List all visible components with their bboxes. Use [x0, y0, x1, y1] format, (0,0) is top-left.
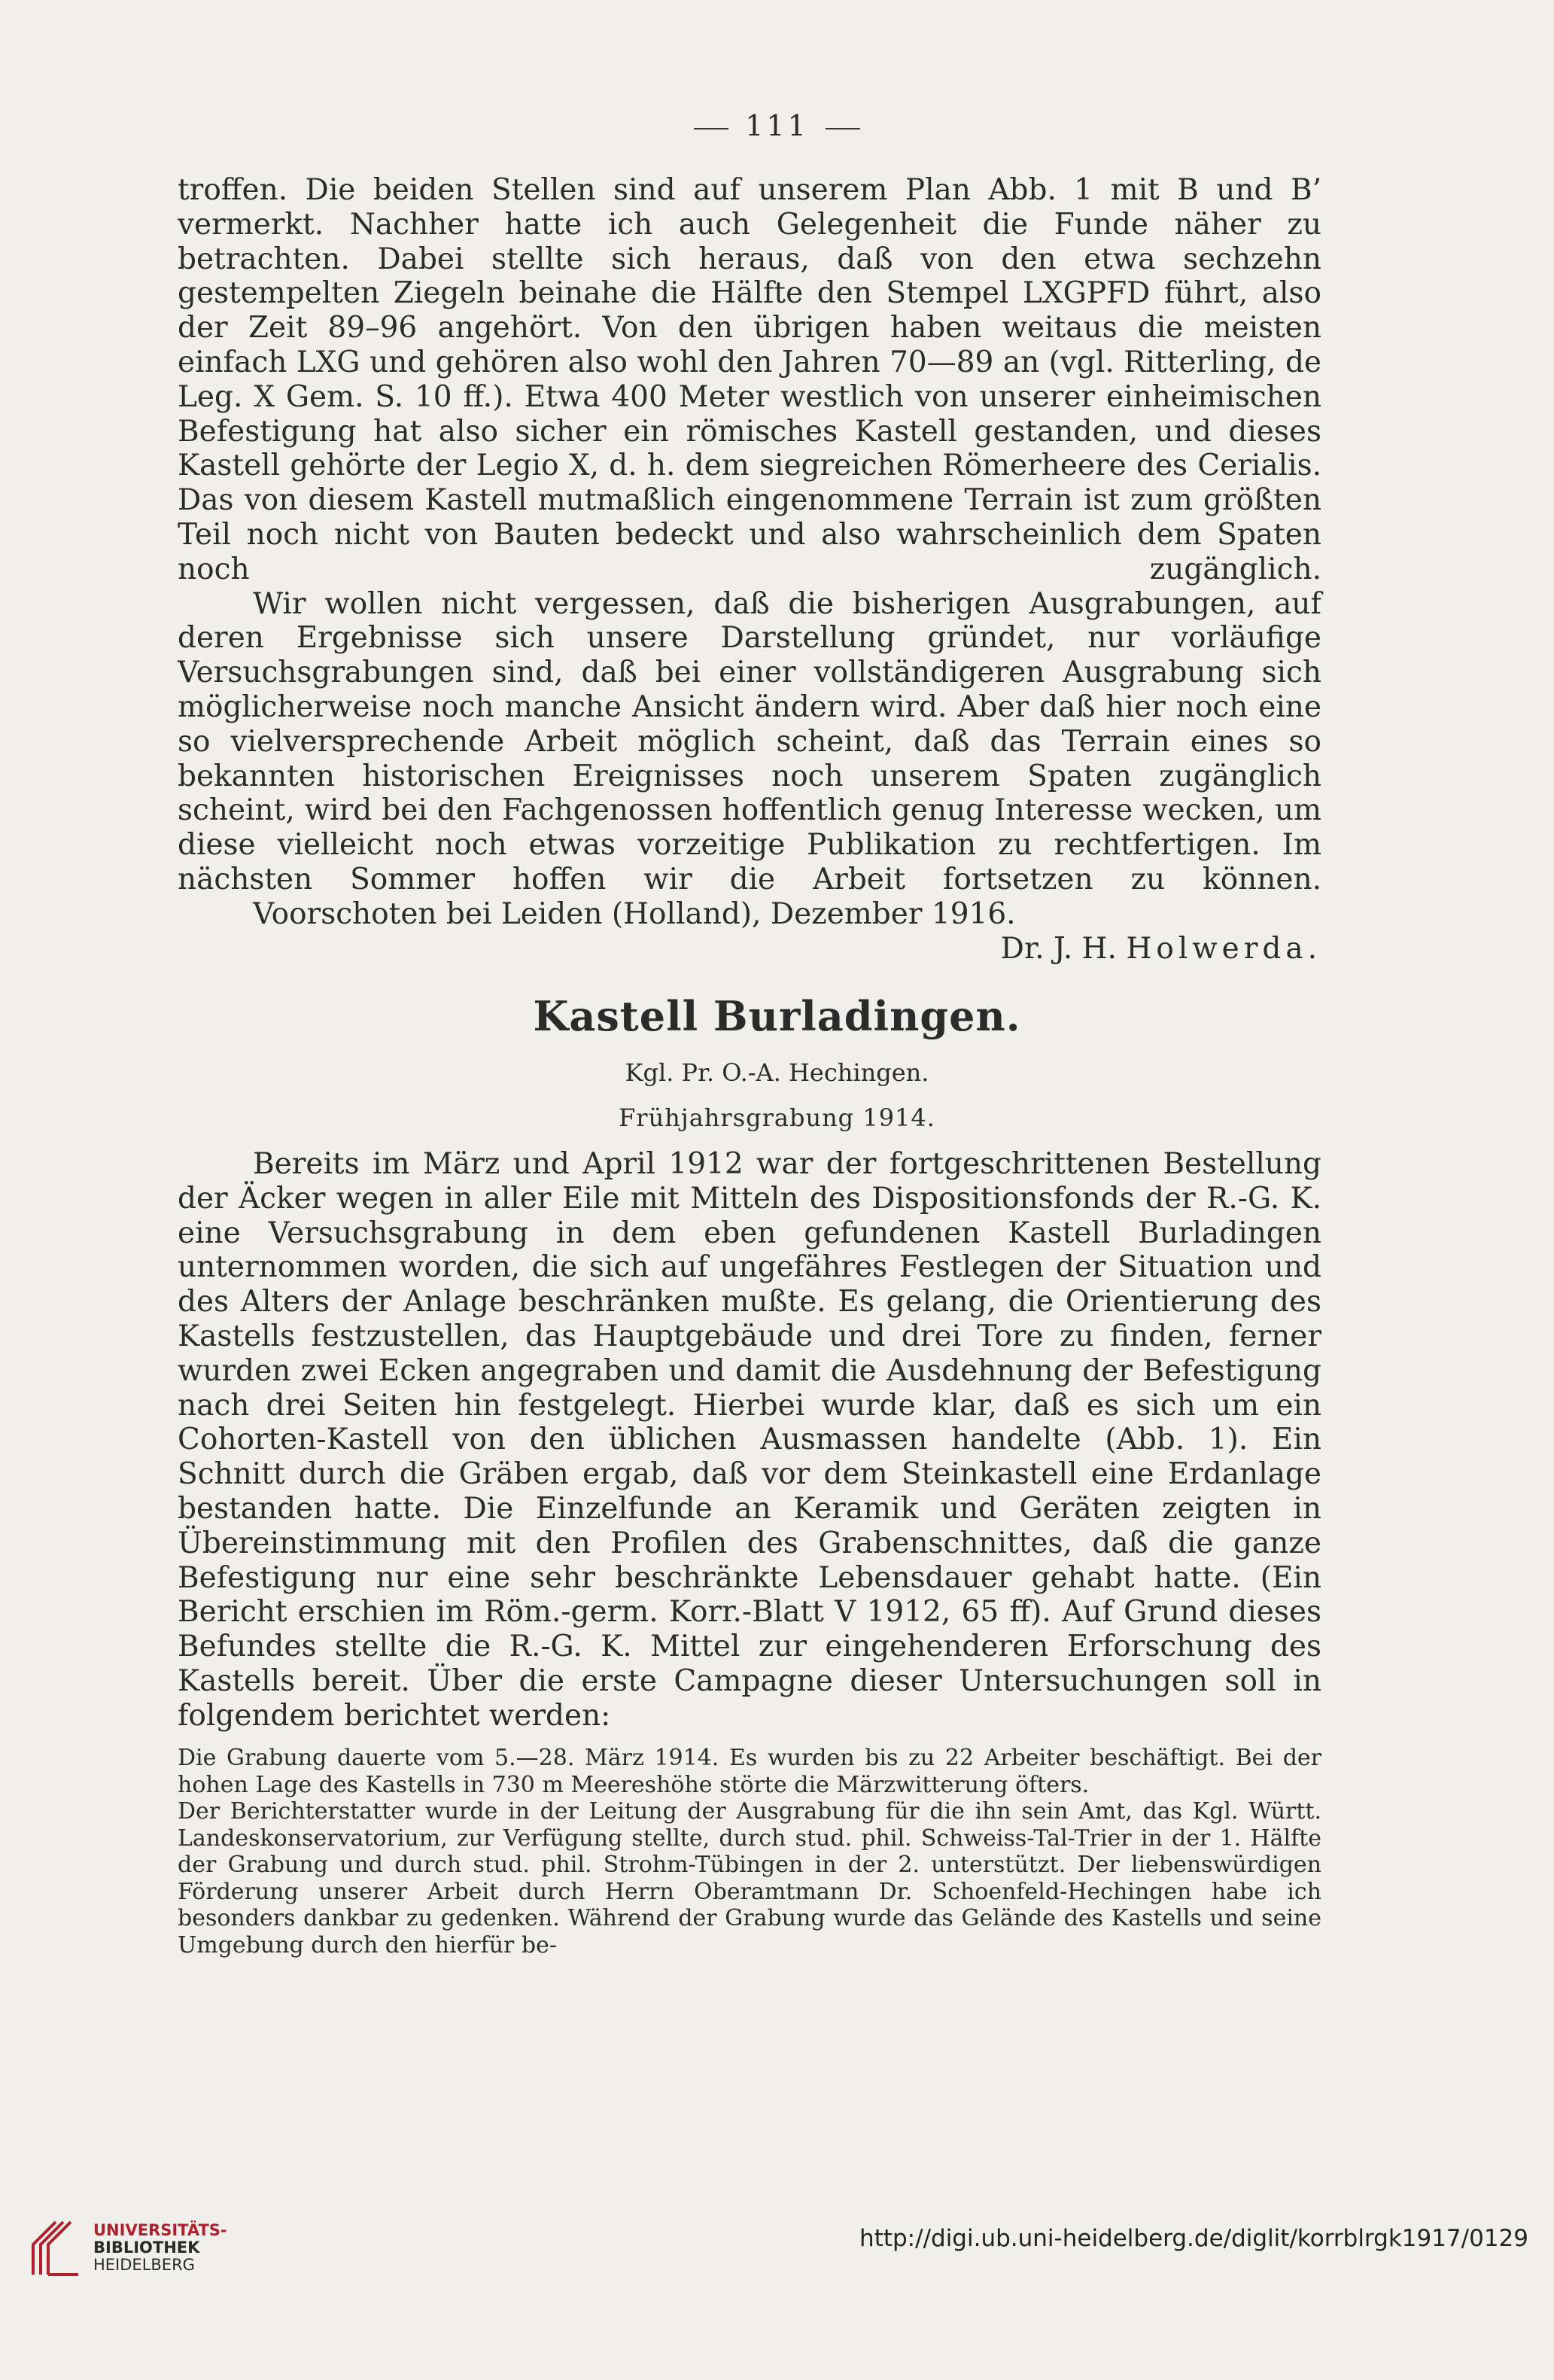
small-text-section — [178, 1745, 1321, 1958]
small-paragraph-1: Die Grabung dauerte vom 5.—28. März 1914. Es wurden bis zu 22 Arbeiter beschäftigt. Bei der hohen Lage des Kastells in 730 m Meereshöhe störte die Märzwitterung öfters. — [178, 1745, 1321, 1798]
signature-name: Holwerda. — [1126, 931, 1321, 966]
signature-prefix: Dr. J. H. — [1000, 931, 1117, 966]
article-title: Kastell Burladingen. — [533, 992, 1021, 1040]
paragraph-2: Wir wollen nicht vergessen, daß die bisherigen Ausgrabungen, auf deren Ergebnisse sich unsere Darstellung gründet, nur vorläufige Versuchsgrabungen sind, daß bei einer vollständigeren Ausgrabung sich möglicherweise noch manche Ansicht ändern wird. Aber daß hier noch eine so vielversprechende Arbeit möglich scheint, daß das Terrain eines so bekannten historischen Ereignisses noch unserem Spaten zugänglich scheint, wird bei den Fachgenossen hoffentlich genug Interesse wecken, um diese vielleicht noch etwas vorzeitige Publikation zu rechtfertigen. Im nächsten Sommer hoffen wir die Arbeit fortsetzen zu können. — [178, 586, 1321, 896]
library-logo-icon — [26, 2217, 86, 2278]
library-name-line2: BIBLIOTHEK — [93, 2238, 200, 2257]
article-subtitle-2: Frühjahrsgrabung 1914. — [619, 1103, 935, 1132]
library-name-line3: HEIDELBERG — [93, 2256, 195, 2274]
page-number — [0, 109, 1554, 142]
article-paragraph: Bereits im März und April 1912 war der fortgeschrittenen Bestellung der Äcker wegen in aller Eile mit Mitteln des Dispositionsfonds der R.-G. K. eine Versuchsgrabung in dem eben gefundenen Kastell Burladingen unternommen worden, die sich auf ungefähres Festlegen der Situation und des Alters der Anlage beschränken mußte. Es gelang, die Orientierung des Kastells festzustellen, das Hauptgebäude und drei Tore zu finden, ferner wurden zwei Ecken angegraben und damit die Ausdehnung der Befestigung nach drei Seiten hin festgelegt. Hierbei wurde klar, daß es sich um ein Cohorten-Kastell von den üblichen Ausmassen handelte (Abb. 1). Ein Schnitt durch die Gräben ergab, daß vor dem Steinkastell eine Erdanlage bestanden hatte. Die Einzelfunde an Keramik und Geräten zeigten in Übereinstimmung mit den Profilen des Grabenschnittes, daß die ganze Befestigung nur eine sehr beschränkte Lebensdauer gehabt hatte. (Ein Bericht erschien im Röm.-germ. Korr.-Blatt V 1912, 65 ff). Auf Grund dieses Befundes stellte die R.-G. K. Mittel zur eingehenderen Erforschung des Kastells bereit. Über die erste Campagne dieser Untersuchungen soll in folgendem berichtet werden: — [178, 1147, 1321, 1733]
page-number-text: 111 — [745, 109, 809, 142]
paragraph-1: troffen. Die beiden Stellen sind auf unserem Plan Abb. 1 mit B und B’ vermerkt. Nachher hatte ich auch Gelegenheit die Funde näher zu betrachten. Dabei stellte sich heraus, daß von den etwa sechzehn gestempelten Ziegeln beinahe die Hälfte den Stempel LXGPFD führt, also der Zeit 89–96 angehört. Von den übrigen haben weitaus die meisten einfach LXG und gehören also wohl den Jahren 70—89 an (vgl. Ritterling, de Leg. X Gem. S. 10 ff.). Etwa 400 Meter westlich von unserer einheimischen Befestigung hat also sicher ein römisches Kastell gestanden, und dieses Kastell gehörte der Legio X, d. h. dem siegreichen Römerheere des Cerialis. Das von diesem Kastell mutmaßlich eingenommene Terrain ist zum größten Teil noch nicht von Bauten bedeckt und also wahrscheinlich dem Spaten noch zugänglich. — [178, 173, 1321, 586]
article-body — [178, 1147, 1321, 1733]
top-section — [178, 173, 1321, 966]
signature — [178, 932, 1321, 966]
article-subtitle: Kgl. Pr. O.-A. Hechingen. — [625, 1058, 929, 1087]
paragraph-3: Voorschoten bei Leiden (Holland), Dezember 1916. — [253, 896, 1016, 931]
library-name — [93, 2222, 227, 2274]
small-paragraph-2: Der Berichterstatter wurde in der Leitung der Ausgrabung für die ihn sein Amt, das Kgl. Württ. Landeskonservatorium, zur Verfügung stellte, durch stud. phil. Schweiss-Tal-Trier in der 1. Hälfte der Grabung und durch stud. phil. Strohm-Tübingen in der 2. unterstützt. Der liebenswürdigen Förderung unserer Arbeit durch Herrn Oberamtmann Dr. Schoenfeld-Hechingen habe ich besonders dankbar zu gedenken. Während der Grabung wurde das Gelände des Kastells und seine Umgebung durch den hierfür be- — [178, 1798, 1321, 1958]
source-url[interactable]: http://digi.ub.uni-heidelberg.de/diglit/korrblrgk1917/0129 — [859, 2225, 1528, 2252]
dash-right — [826, 128, 860, 129]
library-name-line1: UNIVERSITÄTS- — [93, 2221, 227, 2239]
dash-left — [694, 128, 728, 129]
